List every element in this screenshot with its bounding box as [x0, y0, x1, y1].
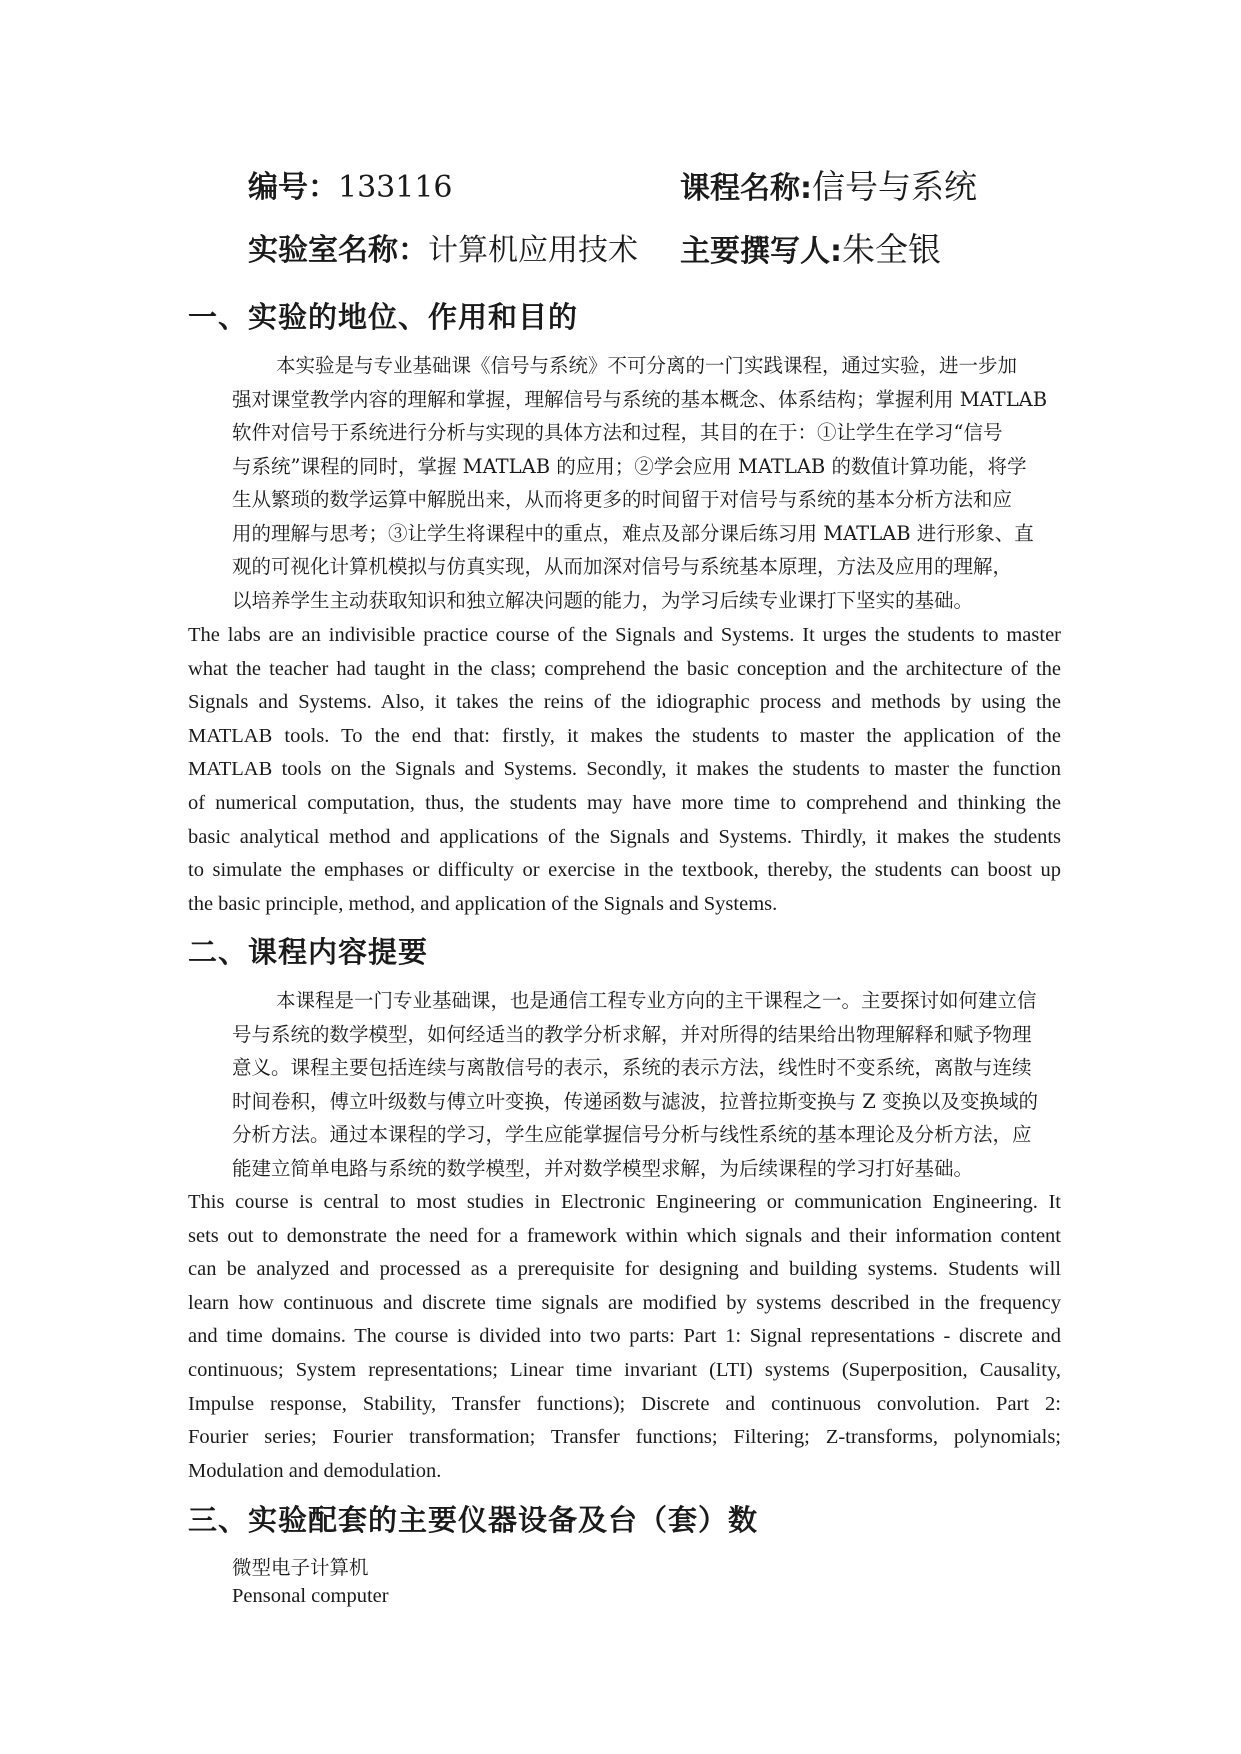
meta-row-2 — [248, 222, 1048, 272]
text-line: 能建立简单电路与系统的数学模型，并对数学模型求解，为后续课程的学习打好基础。 — [232, 1156, 974, 1180]
text-line: 分析方法。通过本课程的学习，学生应能掌握信号分析与线性系统的基本理论及分析方法，应 — [232, 1123, 1032, 1146]
text-line: 观的可视化计算机模拟与仿真实现，从而加深对信号与系统基本原理，方法及应用的理解， — [232, 555, 1013, 578]
text-line: to simulate the emphases or difficulty or exercise in the textbook, thereby, the students can boost up — [188, 859, 1061, 882]
course-field — [680, 161, 977, 208]
course-value: 信号与系统 — [812, 166, 977, 206]
text-line: 软件对信号于系统进行分析与实现的具体方法和过程，其目的在于：①让学生在学习“信号 — [232, 421, 1003, 444]
section-2-heading: 二、课程内容提要 — [188, 935, 429, 969]
text-line: sets out to demonstrate the need for a framework within which signals and their information content — [188, 1224, 1061, 1247]
meta-row-1 — [248, 159, 1048, 209]
text-line: 本实验是与专业基础课《信号与系统》不可分离的一门实践课程，通过实验，进一步加 — [276, 354, 1018, 377]
text-line: 时间卷积，傅立叶级数与傅立叶变换，传递函数与滤波，拉普拉斯变换与 Z 变换以及变换域的 — [232, 1089, 1038, 1113]
text-line: 意义。课程主要包括连续与离散信号的表示，系统的表示方法，线性时不变系统，离散与连续 — [232, 1056, 1032, 1079]
text-line: what the teacher had taught in the class; comprehend the basic conception and the architecture of the — [188, 657, 1061, 680]
text-line: MATLAB tools. To the end that: firstly, it makes the students to master the application of the — [188, 724, 1061, 747]
text-line: continuous; System representations; Linear time invariant (LTI) systems (Superposition, Causality, — [188, 1358, 1061, 1381]
section-1-en-paragraph — [188, 619, 1061, 921]
author-label: 主要撰写人: — [680, 233, 842, 269]
text-line: The labs are an indivisible practice course of the Signals and Systems. It urges the students to master — [188, 624, 1061, 646]
author-field — [680, 224, 941, 271]
text-line: 强对课堂教学内容的理解和掌握，理解信号与系统的基本概念、体系结构；掌握利用 MATLAB — [232, 387, 1048, 411]
section-1-heading: 一、实验的地位、作用和目的 — [188, 300, 579, 334]
text-line: MATLAB tools on the Signals and Systems. Secondly, it makes the students to master the function — [188, 758, 1061, 781]
text-line: Impulse response, Stability, Transfer functions); Discrete and continuous convolution. Part 2: — [188, 1392, 1061, 1415]
text-line: 以培养学生主动获取知识和独立解决问题的能力，为学习后续专业课打下坚实的基础。 — [232, 588, 974, 612]
text-line: of numerical computation, thus, the students may have more time to comprehend and thinking the — [188, 791, 1061, 814]
text-line: 本课程是一门专业基础课，也是通信工程专业方向的主干课程之一。主要探讨如何建立信 — [276, 989, 1037, 1012]
lab-value: 计算机应用技术 — [428, 233, 638, 268]
text-line: can be analyzed and processed as a prerequisite for designing and building systems. Students will — [188, 1258, 1061, 1281]
text-line: Fourier series; Fourier transformation; Transfer functions; Filtering; Z-transforms, polynomials; — [188, 1426, 1061, 1449]
equipment-en: Pensonal computer — [232, 1585, 389, 1607]
course-label: 课程名称: — [680, 170, 812, 206]
section-3-heading: 三、实验配套的主要仪器设备及台（套）数 — [188, 1503, 759, 1537]
text-line: 号与系统的数学模型，如何经适当的教学分析求解，并对所得的结果给出物理解释和赋予物理 — [232, 1022, 1032, 1046]
text-line: 生从繁琐的数学运算中解脱出来，从而将更多的时间留于对信号与系统的基本分析方法和应 — [232, 488, 1013, 511]
text-line: the basic principle, method, and application of the Signals and Systems. — [188, 892, 778, 915]
text-line: Modulation and demodulation. — [188, 1459, 442, 1482]
author-value: 朱全银 — [842, 229, 941, 269]
text-line: This course is central to most studies in Electronic Engineering or communication Engineering. It — [188, 1191, 1061, 1213]
text-line: 与系统”课程的同时，掌握 MATLAB 的应用；②学会应用 MATLAB 的数值计算功能，将学 — [232, 454, 1027, 478]
number-value: 133116 — [338, 170, 453, 205]
equipment-zh: 微型电子计算机 — [232, 1556, 369, 1579]
text-line: and time domains. The course is divided into two parts: Part 1: Signal representations - discrete and — [188, 1325, 1061, 1348]
lab-field — [248, 225, 680, 269]
text-line: basic analytical method and applications of the Signals and Systems. Thirdly, it makes the students — [188, 825, 1061, 848]
text-line: 用的理解与思考；③让学生将课程中的重点，难点及部分课后练习用 MATLAB 进行形象、直 — [232, 521, 1034, 545]
lab-label: 实验室名称： — [248, 233, 428, 268]
text-line: Signals and Systems. Also, it takes the reins of the idiographic process and methods by using the — [188, 691, 1061, 714]
section-2-zh-paragraph — [188, 984, 1061, 1185]
section-1-zh-paragraph — [188, 349, 1061, 617]
number-label: 编号： — [248, 170, 338, 205]
text-line: learn how continuous and discrete time signals are modified by systems described in the frequency — [188, 1291, 1061, 1314]
number-field — [248, 162, 680, 206]
section-2-en-paragraph — [188, 1186, 1061, 1488]
